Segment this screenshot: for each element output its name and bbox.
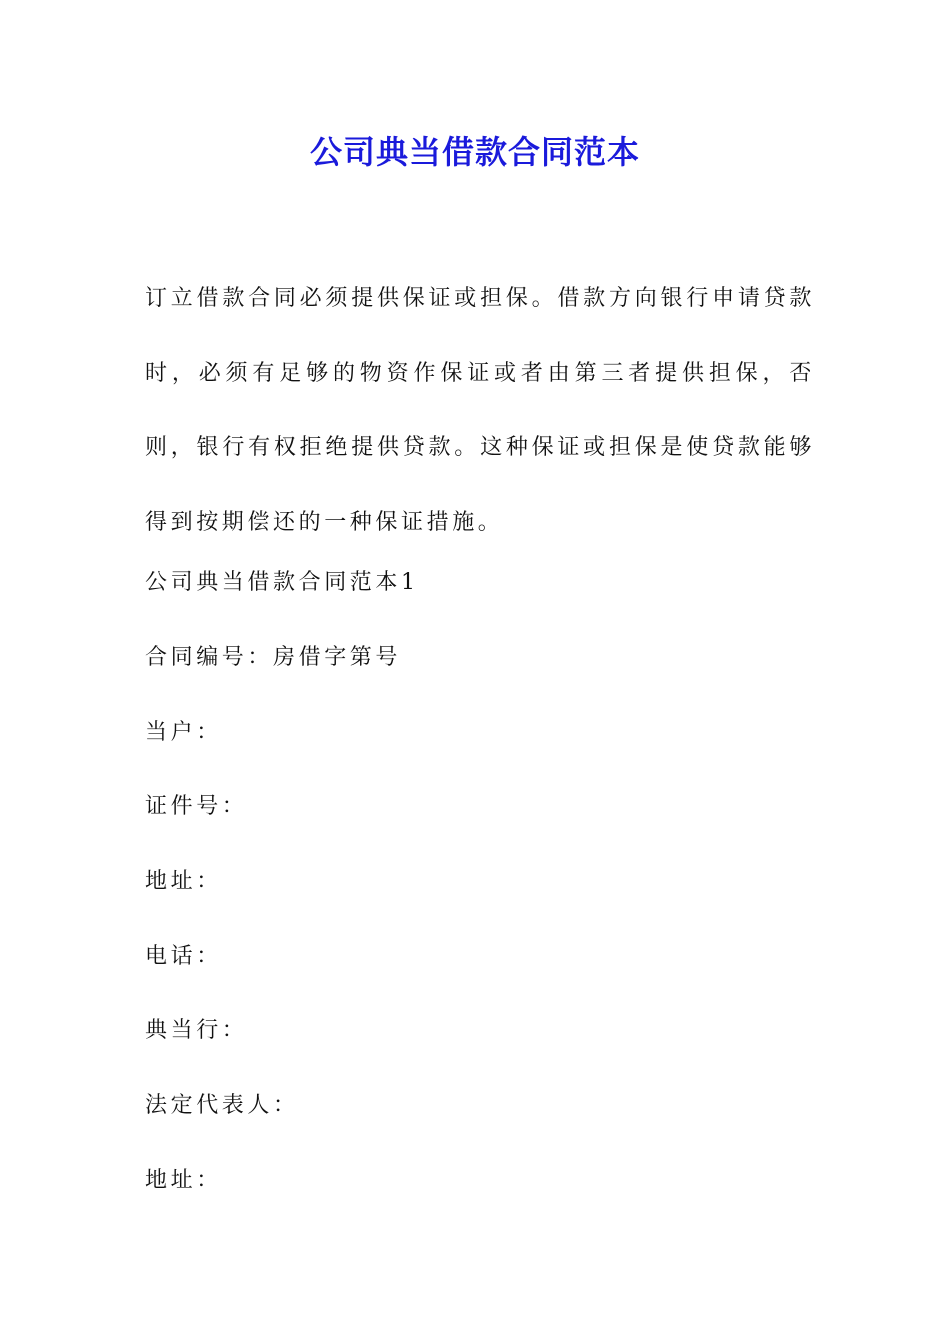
pawnshop-field: 典当行： [145, 1018, 248, 1043]
phone-field: 电话： [145, 944, 222, 969]
document-title: 公司典当借款合同范本 [309, 133, 640, 171]
legal-representative-field: 法定代表人： [145, 1093, 299, 1118]
pawnshop-address-field: 地址： [145, 1168, 222, 1193]
pawner-field: 当户： [145, 720, 222, 745]
id-number-field: 证件号： [145, 794, 248, 819]
contract-number-line: 合同编号：房借字第号 [145, 645, 402, 670]
intro-paragraph: 订立借款合同必须提供保证或担保。借款方向银行申请贷款时，必须有足够的物资作保证或者由第三者提供担保，否则，银行有权拒绝提供贷款。这种保证或担保是使贷款能够得到按期偿还的一种保证措施。 [145, 286, 815, 535]
pawner-address-field: 地址： [145, 869, 222, 894]
section-heading: 公司典当借款合同范本1 [145, 570, 419, 595]
